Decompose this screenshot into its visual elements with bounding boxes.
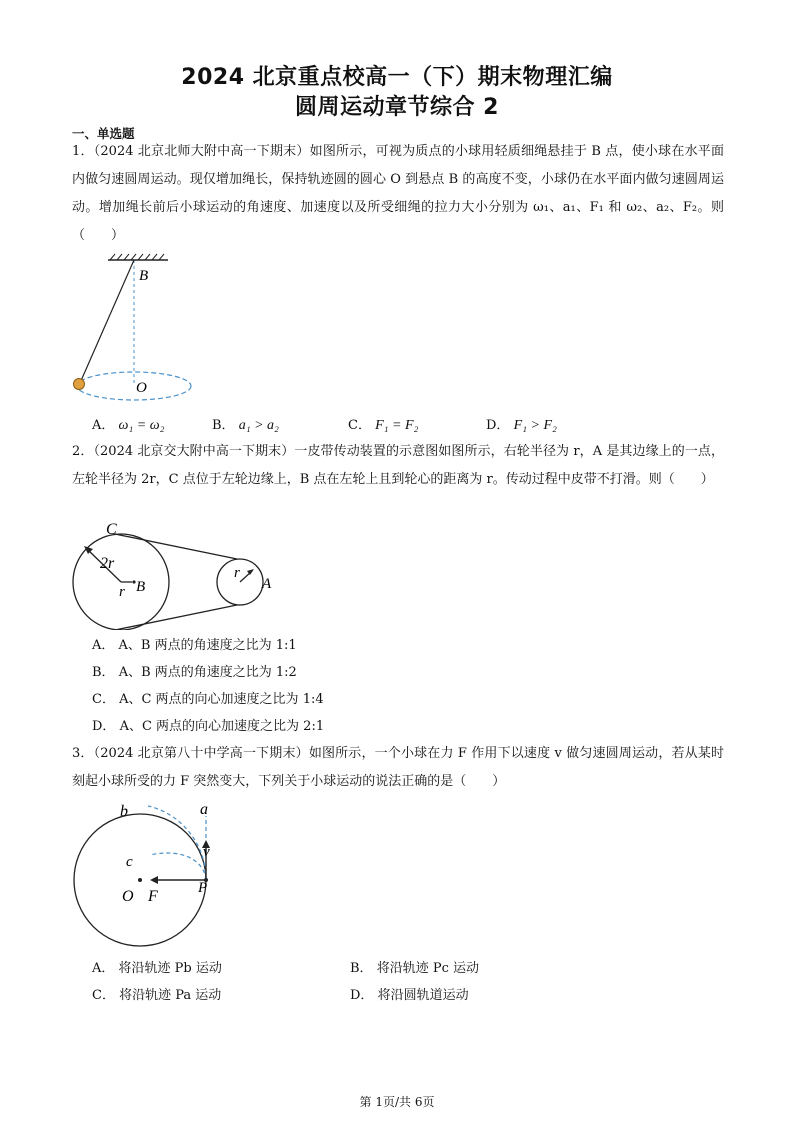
question-1-stem — [72, 138, 724, 250]
option-label: B． — [212, 418, 235, 433]
option-label: D． — [486, 418, 510, 433]
option-text: F₁ = F₂ — [375, 418, 419, 433]
option-text: 将沿轨迹 Pc 运动 — [376, 961, 479, 976]
q1-option-d[interactable] — [486, 414, 557, 434]
question-source: （2024 北京北师大附中高一下期末） — [93, 144, 310, 159]
question-source: （2024 北京交大附中高一下期末） — [93, 444, 295, 459]
page-subtitle: 圆周运动章节综合 2 — [295, 95, 499, 120]
question-text: 如图所示，一个小球在力 F 作用下以速度 v 做匀速圆周运动，若从某时刻起小球所受的力 F 突然变大，下列关于小球运动的说法正确的是（ ） — [72, 746, 724, 789]
label-r-right: r — [234, 565, 240, 581]
option-label: C． — [348, 418, 371, 433]
option-text: A、B 两点的角速度之比为 1:2 — [118, 665, 297, 680]
question-number: 2． — [72, 444, 94, 459]
ceiling-hatch — [110, 254, 164, 260]
trajectory-pb — [148, 806, 206, 880]
q3-option-c[interactable] — [92, 984, 221, 1003]
q3-option-d[interactable] — [350, 984, 469, 1003]
center-dot — [138, 878, 142, 882]
q2-option-b[interactable] — [92, 661, 297, 680]
option-text: A、C 两点的向心加速度之比为 1:4 — [119, 692, 324, 707]
section-heading: 一、单选题 — [72, 126, 135, 141]
q1-option-b[interactable] — [212, 414, 279, 434]
figure-conical-pendulum — [70, 252, 200, 402]
option-text: 将沿轨迹 Pb 运动 — [118, 961, 222, 976]
label-A: A — [262, 576, 272, 592]
option-label: C． — [92, 988, 115, 1003]
belt-bottom — [115, 605, 237, 630]
label-B: B — [139, 268, 149, 284]
option-text: a₁ > a₂ — [238, 418, 279, 433]
option-label: B． — [350, 961, 373, 976]
question-text: 一皮带传动装置的示意图如图所示，右轮半径为 r，A 是其边缘上的一点，左轮半径为 2r，C 点位于左轮边缘上，B 点在左轮上且到轮心的距离为 r。传动过程中皮带不打滑。则（ ） — [72, 444, 725, 487]
option-label: C． — [92, 692, 115, 707]
ball — [74, 379, 85, 390]
page-footer: 第 1页/共 6页 — [359, 1095, 435, 1109]
question-text: 如图所示，可视为质点的小球用轻质细绳悬挂于 B 点，使小球在水平面内做匀速圆周运动。现仅增加绳长，保持轨迹圆的圆心 O 到悬点 B 的高度不变，小球仍在水平面内做匀速圆周运动。增加绳长前后小球运动的角速度、加速度以及所受细绳的拉力大小分别为 ω₁、a₁、F₁ 和 ω₂、a₂、F₂。则（ ） — [72, 144, 724, 243]
belt-top — [115, 534, 237, 559]
label-P: P — [198, 880, 208, 896]
option-label: D． — [350, 988, 374, 1003]
question-source: （2024 北京第八十中学高一下期末） — [93, 746, 309, 761]
option-text: 将沿圆轨道运动 — [377, 988, 469, 1003]
option-text: A、B 两点的角速度之比为 1:1 — [118, 638, 297, 653]
label-O: O — [136, 380, 147, 396]
label-b: b — [120, 803, 128, 820]
label-a: a — [200, 801, 208, 818]
q3-option-a[interactable] — [92, 957, 222, 976]
trajectory-pc — [150, 853, 206, 880]
q2-option-a[interactable] — [92, 634, 297, 653]
q1-option-c[interactable] — [348, 414, 418, 434]
option-label: A． — [92, 638, 115, 653]
string-line — [80, 260, 134, 383]
option-text: A、C 两点的向心加速度之比为 2:1 — [119, 719, 325, 734]
question-number: 1． — [72, 144, 94, 159]
label-r-left: r — [119, 584, 125, 600]
label-O: O — [122, 888, 134, 905]
q2-option-d[interactable] — [92, 715, 324, 734]
option-text: F₁ > F₂ — [513, 418, 557, 433]
option-text: 将沿轨迹 Pa 运动 — [119, 988, 222, 1003]
question-2-stem — [72, 438, 724, 494]
label-2r: 2r — [100, 555, 115, 572]
label-F: F — [148, 888, 158, 905]
figure-belt-drive — [66, 520, 286, 630]
label-B: B — [136, 579, 146, 595]
force-arrowhead — [150, 876, 158, 884]
label-C: C — [106, 521, 117, 538]
question-number: 3． — [72, 746, 94, 761]
figure-circular-motion — [72, 798, 222, 948]
q2-option-c[interactable] — [92, 688, 324, 707]
label-v: v — [203, 844, 210, 860]
option-label: D． — [92, 719, 116, 734]
page-title: 2024 北京重点校高一（下）期末物理汇编 — [181, 65, 613, 90]
option-text: ω₁ = ω₂ — [118, 418, 165, 433]
q3-option-b[interactable] — [350, 957, 479, 976]
label-c: c — [126, 854, 133, 870]
q1-option-a[interactable] — [92, 414, 164, 434]
question-3-stem — [72, 740, 724, 796]
option-label: A． — [92, 418, 115, 433]
option-label: A． — [92, 961, 115, 976]
option-label: B． — [92, 665, 115, 680]
